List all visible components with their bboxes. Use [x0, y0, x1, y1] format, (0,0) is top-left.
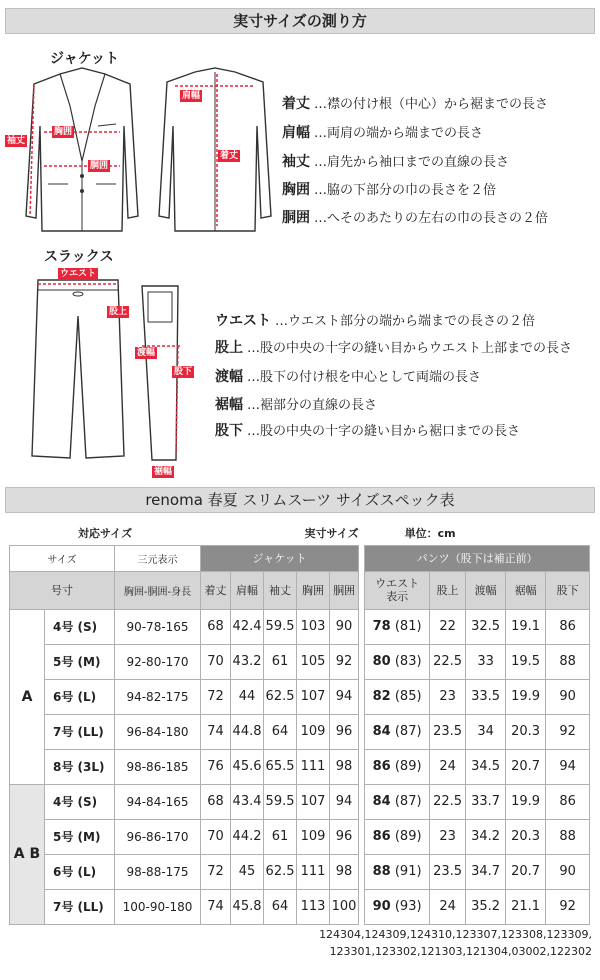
cell-size: 6号 (L): [45, 679, 115, 714]
cell-pants-3: 88: [546, 819, 590, 854]
cell-waist-display: (93): [394, 899, 422, 914]
cell-waist: [365, 784, 430, 819]
header-jacket-col-4: 胴囲: [330, 571, 359, 609]
header-pants-col-3: 股下: [546, 571, 590, 609]
group-label: A: [10, 609, 45, 784]
cell-jacket-4: 98: [330, 854, 359, 889]
slacks-def-2: 渡幅 …股下の付け根を中心として両端の長さ: [215, 369, 482, 385]
header-pants-col-1: 渡幅: [466, 571, 506, 609]
cell-waist-display: (87): [394, 794, 422, 809]
cell-jacket-0: 74: [201, 889, 231, 924]
header-jacket-col-1: 肩幅: [231, 571, 264, 609]
header-jacket-col-2: 袖丈: [264, 571, 297, 609]
cell-waist-display: (89): [394, 829, 422, 844]
header-size: サイズ: [10, 545, 115, 571]
slacks-tag-hem: 裾幅: [154, 467, 173, 477]
cell-pants-3: 90: [546, 854, 590, 889]
cell-waist: [365, 714, 430, 749]
header-jacket: ジャケット: [201, 545, 359, 571]
jacket-back-illustration: [155, 66, 275, 236]
cell-jacket-2: 59.5: [264, 609, 297, 644]
cell-pants-1: 34.2: [466, 819, 506, 854]
cell-jacket-4: 96: [330, 714, 359, 749]
cell-waist: [365, 889, 430, 924]
cell-jacket-2: 62.5: [264, 679, 297, 714]
cell-jacket-2: 61: [264, 819, 297, 854]
cell-pants-0: 22: [430, 609, 466, 644]
cell-dims: 100-90-180: [115, 889, 201, 924]
cell-pants-3: 86: [546, 784, 590, 819]
slacks-tag-thigh: 渡幅: [137, 348, 156, 358]
header-pants: パンツ（股下は補正前）: [365, 545, 590, 571]
cell-jacket-1: 44.8: [231, 714, 264, 749]
cell-pants-0: 24: [430, 889, 466, 924]
cell-jacket-0: 70: [201, 819, 231, 854]
header-waist-line-1: ウエスト: [375, 577, 420, 590]
cell-waist-display: (89): [394, 759, 422, 774]
cell-pants-1: 32.5: [466, 609, 506, 644]
header-dims: 胸囲-胴囲-身長: [115, 571, 201, 609]
jacket-label: ジャケット: [50, 51, 120, 67]
cell-pants-1: 33: [466, 644, 506, 679]
cell-waist-value: 86: [372, 759, 391, 774]
cell-pants-2: 19.9: [506, 784, 546, 819]
slacks-label: スラックス: [44, 249, 114, 265]
product-codes-line-2: 123301,123302,121303,121304,03002,122302: [329, 945, 592, 958]
header-waist-line-2: 表示: [386, 590, 409, 603]
cell-jacket-2: 65.5: [264, 749, 297, 784]
cell-pants-2: 20.3: [506, 714, 546, 749]
cell-waist-value: 78: [372, 619, 391, 634]
table-row: [10, 679, 590, 714]
cell-size: 4号 (S): [45, 784, 115, 819]
header-waist: [365, 571, 430, 609]
cell-size: 5号 (M): [45, 644, 115, 679]
header-gou: 号寸: [10, 571, 115, 609]
jacket-def-3: 胸囲 …脇の下部分の巾の長さを２倍: [282, 182, 497, 198]
cell-waist: [365, 609, 430, 644]
cell-pants-2: 19.5: [506, 644, 546, 679]
cell-dims: 98-86-185: [115, 749, 201, 784]
cell-jacket-4: 94: [330, 784, 359, 819]
jacket-def-2: 袖丈 …肩先から袖口までの直線の長さ: [282, 154, 510, 170]
cell-dims: 96-86-170: [115, 819, 201, 854]
cell-waist-display: (83): [394, 654, 422, 669]
cell-dims: 90-78-165: [115, 609, 201, 644]
header-row-2: [10, 545, 590, 571]
cell-pants-0: 23: [430, 819, 466, 854]
cell-pants-0: 23: [430, 679, 466, 714]
table-row: [10, 609, 590, 644]
slacks-def-4: 股下 …股の中央の十字の縫い目から裾口までの長さ: [215, 423, 521, 439]
cell-jacket-4: 94: [330, 679, 359, 714]
cell-waist-value: 88: [372, 864, 391, 879]
cell-jacket-0: 72: [201, 679, 231, 714]
cell-dims: 94-82-175: [115, 679, 201, 714]
cell-jacket-0: 76: [201, 749, 231, 784]
product-codes-line-1: 124304,124309,124310,123307,123308,123309,: [319, 928, 592, 941]
cell-size: 8号 (3L): [45, 749, 115, 784]
jacket-front-illustration: [20, 66, 145, 236]
cell-pants-3: 94: [546, 749, 590, 784]
cell-waist: [365, 749, 430, 784]
group-label: A B: [10, 784, 45, 924]
cell-pants-1: 34.5: [466, 749, 506, 784]
jacket-tag-waist: 胴囲: [90, 161, 109, 171]
cell-size: 7号 (LL): [45, 714, 115, 749]
cell-jacket-3: 105: [297, 644, 330, 679]
cell-jacket-4: 96: [330, 819, 359, 854]
header-row-1: [10, 521, 590, 545]
cell-waist-value: 80: [372, 654, 391, 669]
header-actual-size: 実寸サイズ: [304, 526, 359, 540]
cell-pants-3: 88: [546, 644, 590, 679]
jacket-tag-chest: 胸囲: [54, 127, 73, 137]
cell-jacket-2: 64: [264, 889, 297, 924]
product-codes: [319, 926, 592, 960]
cell-size: 6号 (L): [45, 854, 115, 889]
cell-jacket-2: 61: [264, 644, 297, 679]
cell-pants-2: 19.9: [506, 679, 546, 714]
header-sanmen: 三元表示: [115, 545, 201, 571]
table-row: [10, 889, 590, 924]
cell-jacket-1: 45: [231, 854, 264, 889]
cell-jacket-0: 72: [201, 854, 231, 889]
cell-jacket-3: 107: [297, 679, 330, 714]
cell-jacket-4: 98: [330, 749, 359, 784]
cell-pants-2: 20.7: [506, 749, 546, 784]
slacks-def-0: ウエスト …ウエスト部分の端から端までの長さの２倍: [215, 313, 536, 329]
cell-waist-value: 84: [372, 724, 391, 739]
slacks-def-3: 裾幅 …裾部分の直線の長さ: [215, 397, 378, 413]
header-compatible-size: 対応サイズ: [10, 521, 201, 545]
cell-jacket-0: 68: [201, 784, 231, 819]
slacks-tag-inseam: 股下: [174, 367, 193, 377]
cell-dims: 94-84-165: [115, 784, 201, 819]
cell-jacket-1: 44: [231, 679, 264, 714]
cell-waist: [365, 819, 430, 854]
slacks-tag-waist: ウエスト: [60, 269, 97, 279]
cell-jacket-3: 109: [297, 714, 330, 749]
slacks-front-illustration: [30, 276, 130, 466]
jacket-def-0: 着丈 …襟の付け根（中心）から裾までの長さ: [282, 96, 549, 112]
header-unit: 単位：cm: [404, 526, 456, 540]
cell-jacket-2: 59.5: [264, 784, 297, 819]
cell-dims: 92-80-170: [115, 644, 201, 679]
cell-pants-3: 86: [546, 609, 590, 644]
cell-size: 4号 (S): [45, 609, 115, 644]
section-title-measure: 実寸サイズの測り方: [5, 8, 595, 34]
slacks-def-1: 股上 …股の中央の十字の縫い目からウエスト上部までの長さ: [215, 340, 573, 356]
cell-jacket-0: 68: [201, 609, 231, 644]
cell-pants-1: 35.2: [466, 889, 506, 924]
cell-jacket-4: 100: [330, 889, 359, 924]
cell-pants-2: 20.7: [506, 854, 546, 889]
cell-jacket-1: 45.8: [231, 889, 264, 924]
header-pants-col-2: 裾幅: [506, 571, 546, 609]
cell-waist-value: 84: [372, 794, 391, 809]
cell-pants-0: 23.5: [430, 714, 466, 749]
cell-waist-value: 90: [372, 899, 391, 914]
table-row: [10, 784, 590, 819]
cell-waist-display: (87): [394, 724, 422, 739]
cell-jacket-3: 109: [297, 819, 330, 854]
cell-waist-display: (81): [394, 619, 422, 634]
cell-jacket-4: 90: [330, 609, 359, 644]
cell-dims: 98-88-175: [115, 854, 201, 889]
cell-pants-3: 90: [546, 679, 590, 714]
cell-size: 5号 (M): [45, 819, 115, 854]
cell-jacket-1: 43.2: [231, 644, 264, 679]
section-title-spec: renoma 春夏 スリムスーツ サイズスペック表: [5, 487, 595, 513]
cell-pants-0: 23.5: [430, 854, 466, 889]
jacket-tag-sleeve: 袖丈: [7, 136, 26, 146]
cell-jacket-3: 107: [297, 784, 330, 819]
table-row: [10, 749, 590, 784]
cell-dims: 96-84-180: [115, 714, 201, 749]
cell-waist: [365, 644, 430, 679]
cell-waist-value: 82: [372, 689, 391, 704]
header-jacket-col-0: 着丈: [201, 571, 231, 609]
cell-jacket-0: 74: [201, 714, 231, 749]
cell-pants-2: 20.3: [506, 819, 546, 854]
cell-waist: [365, 854, 430, 889]
cell-pants-1: 33.5: [466, 679, 506, 714]
table-row: [10, 644, 590, 679]
cell-jacket-1: 43.4: [231, 784, 264, 819]
cell-jacket-4: 92: [330, 644, 359, 679]
cell-waist-display: (91): [394, 864, 422, 879]
cell-pants-1: 34.7: [466, 854, 506, 889]
cell-pants-0: 22.5: [430, 644, 466, 679]
cell-pants-3: 92: [546, 889, 590, 924]
cell-pants-1: 33.7: [466, 784, 506, 819]
jacket-def-1: 肩幅 …両肩の端から端までの長さ: [282, 125, 484, 141]
table-row: [10, 819, 590, 854]
cell-jacket-0: 70: [201, 644, 231, 679]
cell-jacket-1: 44.2: [231, 819, 264, 854]
table-row: [10, 854, 590, 889]
cell-jacket-2: 64: [264, 714, 297, 749]
cell-pants-0: 22.5: [430, 784, 466, 819]
table-row: [10, 714, 590, 749]
cell-waist-value: 86: [372, 829, 391, 844]
slacks-tag-rise: 股上: [109, 307, 128, 317]
header-pants-col-0: 股上: [430, 571, 466, 609]
cell-jacket-1: 45.6: [231, 749, 264, 784]
cell-jacket-3: 113: [297, 889, 330, 924]
cell-pants-2: 19.1: [506, 609, 546, 644]
cell-jacket-3: 111: [297, 854, 330, 889]
jacket-tag-length: 着丈: [220, 151, 239, 161]
cell-jacket-3: 111: [297, 749, 330, 784]
cell-jacket-3: 103: [297, 609, 330, 644]
cell-pants-1: 34: [466, 714, 506, 749]
cell-waist-display: (85): [394, 689, 422, 704]
cell-size: 7号 (LL): [45, 889, 115, 924]
cell-pants-3: 92: [546, 714, 590, 749]
jacket-def-4: 胴囲 …へそのあたりの左右の巾の長さの２倍: [282, 210, 549, 226]
cell-jacket-2: 62.5: [264, 854, 297, 889]
cell-pants-2: 21.1: [506, 889, 546, 924]
cell-jacket-1: 42.4: [231, 609, 264, 644]
cell-waist: [365, 679, 430, 714]
header-row-3: [10, 571, 590, 609]
cell-pants-0: 24: [430, 749, 466, 784]
size-spec-table: [9, 521, 590, 925]
jacket-tag-shoulder: 肩幅: [182, 91, 201, 101]
header-jacket-col-3: 胸囲: [297, 571, 330, 609]
